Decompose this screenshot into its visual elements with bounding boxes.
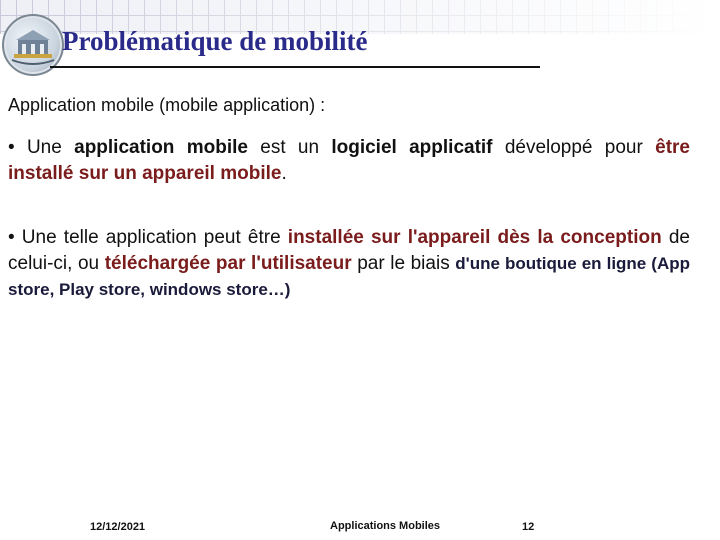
text-run: est un [247,137,332,158]
footer-title: Applications Mobiles [330,520,441,532]
text-run: de celui-ci, ou [8,227,690,274]
footer-date: 12/12/2021 [90,521,146,533]
footer-page-number: 12 [522,521,535,533]
text-run: par le biais [351,253,456,274]
text-run: Une telle application peut être [14,227,288,248]
title-underline [50,66,540,68]
text-run: Une [14,137,75,158]
emphasis-application-mobile: application mobile [74,137,248,158]
emphasis-installe-appareil: être installé sur un appareil mobile [8,137,690,184]
bullet-paragraph-1 [8,135,690,187]
emphasis-installee-conception: installée sur l'appareil dès la conception [287,227,662,248]
emphasis-logiciel-applicatif: logiciel applicatif [331,137,493,158]
text-run: . [281,163,287,184]
bullet-paragraph-2 [8,225,690,303]
bullet-icon: • [8,227,15,248]
slide-title: Problématique de mobilité [62,26,368,56]
bullet-icon: • [8,137,15,158]
emphasis-boutique-en-ligne: d'une boutique en ligne (App store, Play store, windows store…) [8,254,690,299]
text-run: développé pour [492,137,656,158]
emphasis-telechargee-utilisateur: téléchargée par l'utilisateur [104,253,352,274]
slide-subtitle: Application mobile (mobile application) : [8,95,326,115]
